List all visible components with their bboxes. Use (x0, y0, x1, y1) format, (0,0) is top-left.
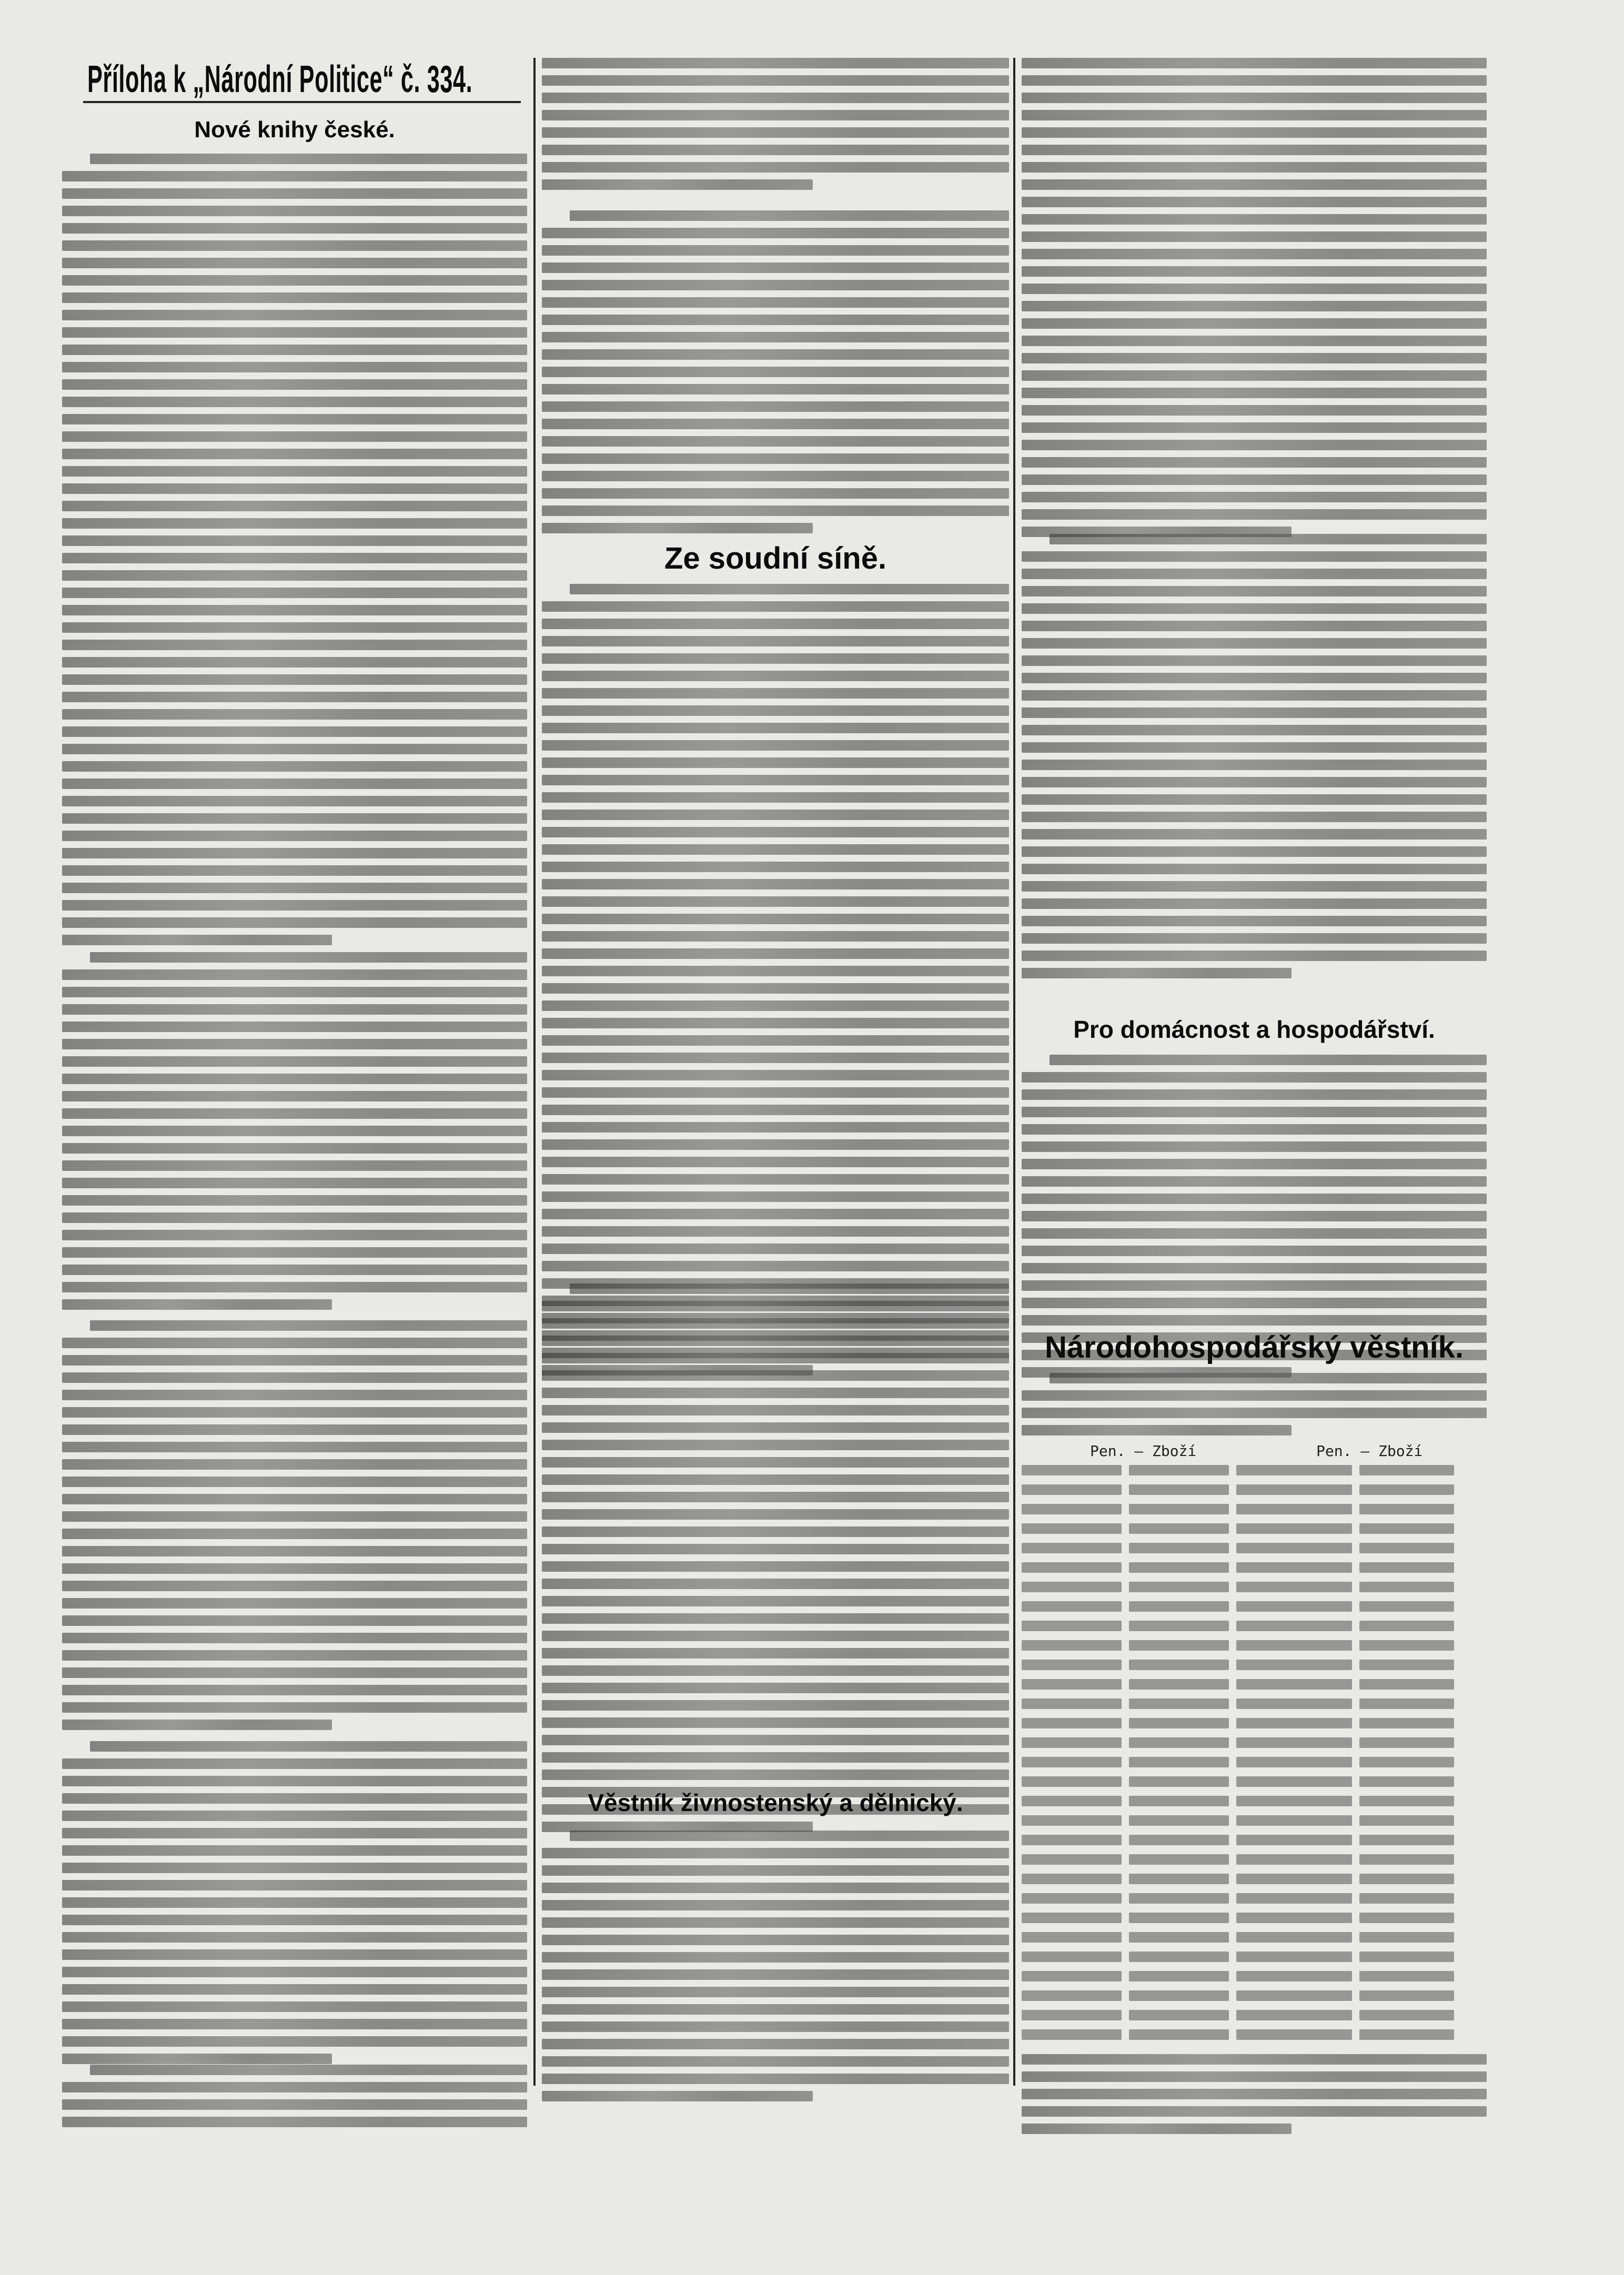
stock-table (1022, 1465, 1487, 2049)
column-divider-1 (533, 58, 536, 2086)
article-samosprava (62, 952, 527, 1317)
supplement-title: Příloha k „Národní Politice“ č. 334. (87, 58, 473, 100)
section-heading-new-books: Nové knihy české. (194, 117, 395, 143)
title-rule (83, 101, 521, 103)
article-associations (1022, 534, 1487, 985)
column-3 (1022, 58, 1487, 2086)
stock-table-header-left: Pen. — Zboží (1090, 1442, 1197, 1460)
section-heading-court: Ze soudní síně. (664, 541, 887, 575)
stock-table-header (1022, 1442, 1487, 1458)
article-exhibition-continued (1022, 58, 1487, 544)
column-2 (542, 58, 1009, 2086)
article-court-2 (542, 1283, 1009, 1839)
article-cesty-svetem (62, 1741, 527, 2071)
section-heading-household: Pro domácnost a hospodářství. (1073, 1016, 1435, 1043)
article-cesky-lid (62, 1320, 527, 1737)
article-otec-kondelik (542, 210, 1009, 540)
section-heading-trade: Věstník živnostenský a dělnický. (588, 1789, 963, 1816)
article-new-books (62, 154, 527, 952)
article-cvrcek-u-krbu (62, 2065, 527, 2134)
article-stock-intro (1022, 1373, 1487, 1442)
article-continuation (542, 58, 1009, 197)
column-1 (62, 58, 527, 2086)
article-vienna-exchange (1022, 2054, 1487, 2141)
column-divider-2 (1013, 58, 1015, 2086)
stock-table-header-right: Pen. — Zboží (1316, 1442, 1423, 1460)
article-trade (542, 1831, 1009, 2108)
article-court-1 (542, 584, 1009, 1382)
section-heading-economy: Národohospodářský věstník. (1044, 1330, 1464, 1364)
